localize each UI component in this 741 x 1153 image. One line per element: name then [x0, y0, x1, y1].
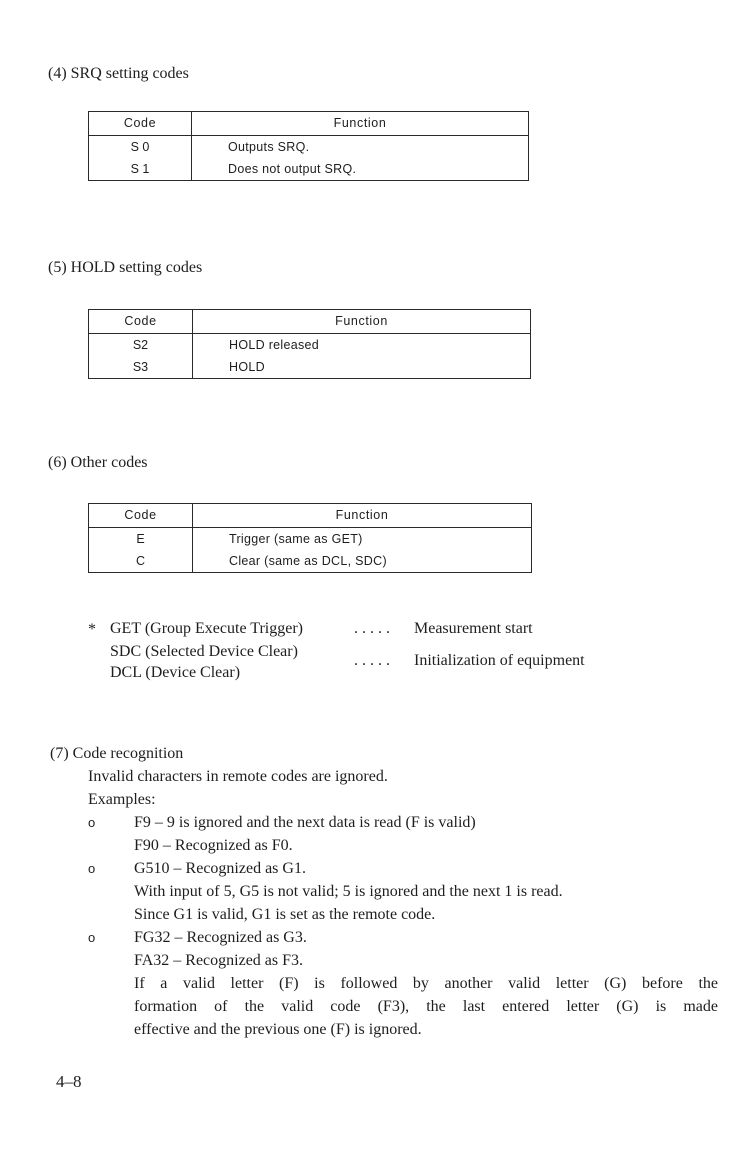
- other-heading: (6) Other codes: [48, 454, 148, 471]
- code-cell: C: [89, 550, 193, 573]
- note-clear-dots: . . . . .: [354, 652, 390, 669]
- code-recognition-section: [50, 742, 718, 1041]
- table-row: [89, 550, 532, 573]
- example-text: With input of 5, G5 is not valid; 5 is ignored and the next 1 is read.: [134, 883, 563, 900]
- function-cell: Clear (same as DCL, SDC): [229, 554, 387, 568]
- code-cell: S2: [89, 334, 193, 357]
- table-row: [89, 136, 529, 159]
- example-item: [50, 926, 690, 949]
- note-get-dots: . . . . .: [354, 620, 390, 637]
- hold-heading: (5) HOLD setting codes: [48, 259, 203, 276]
- example-text: FG32 – Recognized as G3.: [134, 929, 307, 946]
- note-get-desc: Measurement start: [414, 620, 533, 637]
- example-text: F9 – 9 is ignored and the next data is read (F is valid): [134, 814, 476, 831]
- example-text: effective and the previous one (F) is ignored.: [134, 1021, 422, 1038]
- hold-table: [88, 309, 531, 379]
- code-cell: S3: [89, 356, 193, 379]
- code-cell: S 1: [89, 158, 192, 181]
- example-text: If a valid letter (F) is followed by another valid letter (G) before the: [134, 975, 718, 992]
- example-text: formation of the valid code (F3), the last entered letter (G) is made: [134, 998, 718, 1015]
- column-header-code: Code: [89, 504, 193, 528]
- example-text: G510 – Recognized as G1.: [134, 860, 306, 877]
- example-item: [50, 811, 690, 834]
- example-text: Since G1 is valid, G1 is set as the remote code.: [134, 906, 436, 923]
- table-row: [89, 528, 532, 551]
- example-item: [50, 857, 690, 880]
- srq-heading: (4) SRQ setting codes: [48, 65, 189, 82]
- note-clear-desc: Initialization of equipment: [414, 652, 585, 669]
- column-header-function: Function: [193, 504, 532, 528]
- table-row: [89, 334, 531, 357]
- code-cell: S 0: [89, 136, 192, 159]
- note-bullet: *: [88, 621, 96, 638]
- recognition-intro: Invalid characters in remote codes are ignored.: [88, 768, 388, 785]
- example-text: F90 – Recognized as F0.: [134, 837, 293, 854]
- column-header-code: Code: [89, 112, 192, 136]
- note-get: GET (Group Execute Trigger): [110, 620, 303, 637]
- column-header-function: Function: [193, 310, 531, 334]
- function-cell: Outputs SRQ.: [228, 140, 310, 154]
- other-table: [88, 503, 532, 573]
- note-dcl: DCL (Device Clear): [110, 664, 241, 681]
- table-row: [89, 356, 531, 379]
- table-header-row: [89, 112, 529, 136]
- examples-label: Examples:: [88, 791, 156, 808]
- function-cell: Does not output SRQ.: [228, 162, 357, 176]
- code-cell: E: [89, 528, 193, 551]
- function-cell: HOLD: [229, 360, 265, 374]
- function-cell: HOLD released: [229, 338, 320, 352]
- example-text: FA32 – Recognized as F3.: [134, 952, 304, 969]
- column-header-function: Function: [192, 112, 529, 136]
- srq-table: [88, 111, 529, 181]
- table-header-row: [89, 504, 532, 528]
- table-row: [89, 158, 529, 181]
- function-cell: Trigger (same as GET): [229, 532, 363, 546]
- recognition-heading: (7) Code recognition: [50, 745, 184, 762]
- list-marker: o: [88, 930, 96, 945]
- list-marker: o: [88, 861, 96, 876]
- page-number: 4–8: [56, 1072, 82, 1091]
- column-header-code: Code: [89, 310, 193, 334]
- table-header-row: [89, 310, 531, 334]
- note-sdc: SDC (Selected Device Clear): [110, 643, 298, 660]
- list-marker: o: [88, 815, 96, 830]
